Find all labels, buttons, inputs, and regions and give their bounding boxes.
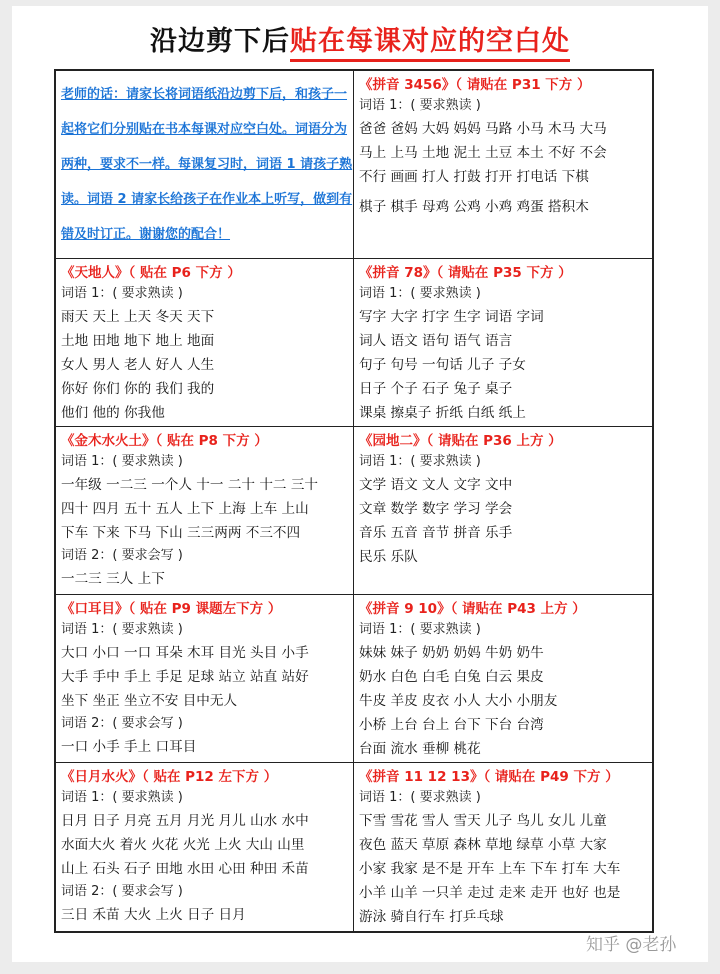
title-part-black: 沿边剪下后: [150, 26, 290, 57]
page-title: [0, 22, 720, 62]
lesson-header: 《园地二》（ 请贴在 P36 上方 ）: [359, 433, 562, 449]
lesson-cell-right-1: [354, 71, 652, 259]
lesson-line: 水面大火 着火 火花 火光 上火 大山 山里: [61, 837, 305, 853]
lesson-line: 马上 上马 土地 泥土 土豆 本土 不好 不会: [359, 145, 607, 161]
lesson-line: 音乐 五音 音节 拼音 乐手: [359, 525, 513, 541]
vocabulary-table: [54, 69, 654, 933]
lesson-line: 大手 手中 手上 手足 足球 站立 站直 站好: [61, 669, 309, 685]
lesson-line: 词语 1：( 要求熟读 ): [359, 454, 481, 469]
lesson-line: 牛皮 羊皮 皮衣 小人 大小 小朋友: [359, 693, 558, 709]
lesson-line: 民乐 乐队: [359, 549, 418, 565]
lesson-line: 句子 句号 一句话 儿子 子女: [359, 357, 526, 373]
lesson-line: 词语 1：( 要求熟读 ): [359, 622, 481, 637]
lesson-line: 词语 1：( 要求熟读 ): [61, 286, 183, 301]
lesson-line: 小羊 山羊 一只羊 走过 走来 走开 也好 也是: [359, 885, 621, 901]
lesson-line: 小家 我家 是不是 开车 上车 下车 打车 大车: [359, 861, 621, 877]
lesson-line: 你好 你们 你的 我们 我的: [61, 381, 215, 397]
lesson-cell-left-3: [56, 595, 354, 763]
lesson-line: 课桌 擦桌子 折纸 白纸 纸上: [359, 405, 526, 421]
lesson-line: 日子 个子 石子 兔子 桌子: [359, 381, 513, 397]
lesson-header: 《日月水火》（ 贴在 P12 左下方 ）: [61, 769, 278, 785]
lesson-header: 《拼音 11 12 13》（ 请贴在 P49 下方 ）: [359, 769, 619, 785]
lesson-cell-right-5: [354, 763, 652, 931]
lesson-line: 写字 大字 打字 生字 词语 字词: [359, 309, 544, 325]
lesson-header: 《拼音 78》（ 请贴在 P35 下方 ）: [359, 265, 572, 281]
lesson-header: 《拼音 3456》（ 请贴在 P31 下方 ）: [359, 77, 591, 93]
lesson-line: 山上 石头 石子 田地 水田 心田 种田 禾苗: [61, 861, 309, 877]
lesson-header: 《拼音 9 10》（ 请贴在 P43 上方 ）: [359, 601, 586, 617]
lesson-line: 雨天 天上 上天 冬天 天下: [61, 309, 215, 325]
lesson-line: 游泳 骑自行车 打乒乓球: [359, 909, 504, 925]
lesson-line: 词语 1：( 要求熟读 ): [61, 454, 183, 469]
lesson-line: 词语 1：( 要求熟读 ): [61, 790, 183, 805]
lesson-line: 大口 小口 一口 耳朵 木耳 目光 头目 小手: [61, 645, 309, 661]
lesson-line: 他们 他的 你我他: [61, 405, 165, 421]
lesson-line: 奶水 白色 白毛 白兔 白云 果皮: [359, 669, 544, 685]
lesson-line: 词语 2：( 要求会写 ): [61, 548, 183, 563]
lesson-line: 词语 1：( 要求熟读 ): [359, 790, 481, 805]
lesson-cell-right-3: [354, 427, 652, 595]
lesson-header: 《天地人》（ 贴在 P6 下方 ）: [61, 265, 241, 281]
lesson-line: 词语 1：( 要求熟读 ): [359, 286, 481, 301]
lesson-line: 日月 日子 月亮 五月 月光 月儿 山水 水中: [61, 813, 309, 829]
lesson-line: 下雪 雪花 雪人 雪天 儿子 鸟儿 女儿 儿童: [359, 813, 607, 829]
teacher-note: 老师的话：请家长将词语纸沿边剪下后，和孩子一起将它们分别贴在书本每课对应空白处。词语分为两种，要求不一样。每课复习时，词语 1 请孩子熟读。词语 2 请家长给孩子在作业本上听写，做到有错及时订正。谢谢您的配合！: [61, 87, 353, 242]
lesson-line: 文学 语文 文人 文字 文中: [359, 477, 513, 493]
lesson-line: 词语 1：( 要求熟读 ): [61, 622, 183, 637]
lesson-line: 妹妹 妹子 奶奶 奶妈 牛奶 奶牛: [359, 645, 544, 661]
teacher-note-cell: [56, 71, 354, 259]
lesson-line: 文章 数学 数字 学习 学会: [359, 501, 513, 517]
lesson-line: 一口 小手 手上 口耳目: [61, 739, 197, 755]
lesson-line: 三日 禾苗 大火 上火 日子 日月: [61, 907, 246, 923]
lesson-line: 不行 画画 打人 打鼓 打开 打电话 下棋: [359, 169, 589, 185]
lesson-header: 《口耳目》（ 贴在 P9 课题左下方 ）: [61, 601, 282, 617]
title-part-red: 贴在每课对应的空白处: [290, 26, 570, 62]
lesson-line: 一二三 三人 上下: [61, 571, 165, 587]
zhihu-watermark: 知乎 @老孙: [586, 935, 677, 955]
lesson-line: 棋子 棋手 母鸡 公鸡 小鸡 鸡蛋 搭积木: [359, 199, 589, 215]
lesson-line: 土地 田地 地下 地上 地面: [61, 333, 215, 349]
lesson-line: 下车 下来 下马 下山 三三两两 不三不四: [61, 525, 301, 541]
lesson-line: 词语 2：( 要求会写 ): [61, 716, 183, 731]
lesson-line: 坐下 坐正 坐立不安 目中无人: [61, 693, 238, 709]
lesson-line: 四十 四月 五十 五人 上下 上海 上车 上山: [61, 501, 309, 517]
lesson-cell-left-4: [56, 763, 354, 931]
lesson-line: 一年级 一二三 一个人 十一 二十 十二 三十: [61, 477, 319, 493]
lesson-header: 《金木水火土》（ 贴在 P8 下方 ）: [61, 433, 268, 449]
lesson-line: 台面 流水 垂柳 桃花: [359, 741, 481, 757]
lesson-line: 女人 男人 老人 好人 人生: [61, 357, 215, 373]
lesson-line: 爸爸 爸妈 大妈 妈妈 马路 小马 木马 大马: [359, 121, 607, 137]
lesson-cell-left-1: [56, 259, 354, 427]
lesson-line: 词语 1：( 要求熟读 ): [359, 98, 481, 113]
lesson-line: 夜色 蓝天 草原 森林 草地 绿草 小草 大家: [359, 837, 607, 853]
lesson-cell-right-4: [354, 595, 652, 763]
lesson-line: 小桥 上台 台上 台下 下台 台湾: [359, 717, 544, 733]
lesson-line: 词人 语文 语句 语气 语言: [359, 333, 513, 349]
lesson-cell-left-2: [56, 427, 354, 595]
lesson-cell-right-2: [354, 259, 652, 427]
lesson-line: 词语 2：( 要求会写 ): [61, 884, 183, 899]
